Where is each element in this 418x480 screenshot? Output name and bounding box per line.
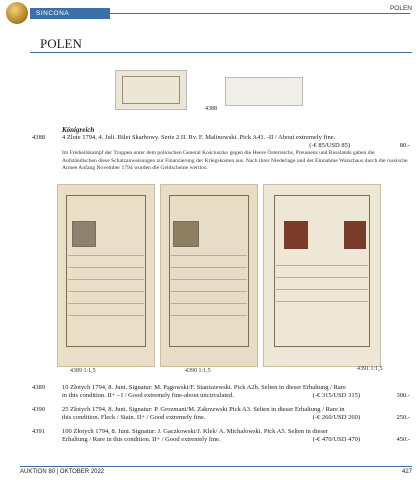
lot-description: 10 Złotych 1794, 8. Juni. Signatur: M. Pągowski/F. Staniszewski. Pick A2b. Selten in dieser Erhaltung / Rare	[62, 384, 346, 391]
lot-number: 4388	[32, 134, 45, 141]
lot-number: 4389	[32, 384, 45, 391]
lot-estimate: (-€ 260/USD 260)	[312, 414, 360, 421]
banknote-4388-front-image	[115, 70, 187, 110]
banknote-4391-image	[263, 184, 381, 367]
lot-description: Erhaltung / Rare in this condition. II+ / Good extremely fine.	[62, 436, 221, 443]
lot-history-note: Im Freiheitskampf der Truppen unter dem polnischen General Kościuszko gegen die Heere Österreichs, Preussens und Russlands gaben die Aufständischen diese Schatzanweisungen zur Finanzierung der Kriegskosten aus. Nach ihrer Niederlage und der Einnahme Warschaus durch die russische Armee Anfang November 1794 wurden die Geldscheine wertlos.	[62, 150, 408, 172]
brand-label: SINCONA	[36, 10, 70, 17]
lot-price: 450.-	[396, 436, 410, 443]
title-rule	[30, 52, 412, 53]
header-rule	[110, 13, 410, 14]
lot-description: in this condition. II+ - I / Good extremely fine-about uncirculated.	[62, 392, 234, 399]
lot-estimate: (-€ 470/USD 470)	[312, 436, 360, 443]
lot-description: 4 Zlote 1794, 4. Juli. Bilet Skarbowy. Serie 2 II. Rv. F. Malinowski. Pick A41. -II / About extremely fine.	[62, 134, 336, 141]
lot-estimate: (-€ 315/USD 315)	[312, 392, 360, 399]
header-category: POLEN	[389, 5, 412, 12]
lot-description: 25 Złotych 1794, 8. Juni. Signatur: P. Grozmani/M. Zakrzewski Pick A3. Selten in dieser Erhaltung / Rare in	[62, 406, 345, 413]
lot-price: 250.-	[396, 414, 410, 421]
lot-number: 4390	[32, 406, 45, 413]
lot-number: 4391	[32, 428, 45, 435]
section-title: Königreich	[62, 126, 95, 134]
footer-rule	[20, 466, 412, 467]
image-caption-4391: 4391 1:1,5	[357, 366, 383, 372]
lot-description: 100 Złotych 1794, 8. Juni. Signatur: J. Gaczkowski/J. Klek/ A. Michalowski. Pick A5. Selten in dieser	[62, 428, 328, 435]
image-caption-4389: 4389 1:1,5	[70, 368, 96, 374]
footer-auction-label: AUKTION 80 | OKTOBER 2022	[20, 469, 105, 475]
lot-price: 300.-	[396, 392, 410, 399]
banknote-4389-image	[57, 184, 155, 367]
lot-description: this condition. Fleck / Stain. II+ / Good extremely fine.	[62, 414, 206, 421]
image-caption-4388: 4388	[205, 106, 217, 112]
gold-coin-logo-icon	[6, 2, 28, 24]
page-title: POLEN	[40, 36, 82, 51]
lot-price: 80.-	[399, 142, 410, 149]
page-number: 427	[401, 469, 412, 475]
banknote-4388-back-image	[225, 77, 303, 106]
image-caption-4390: 4390 1:1,5	[185, 368, 211, 374]
lot-estimate: (-€ 85/USD 85)	[309, 142, 350, 149]
banknote-4390-image	[160, 184, 258, 367]
